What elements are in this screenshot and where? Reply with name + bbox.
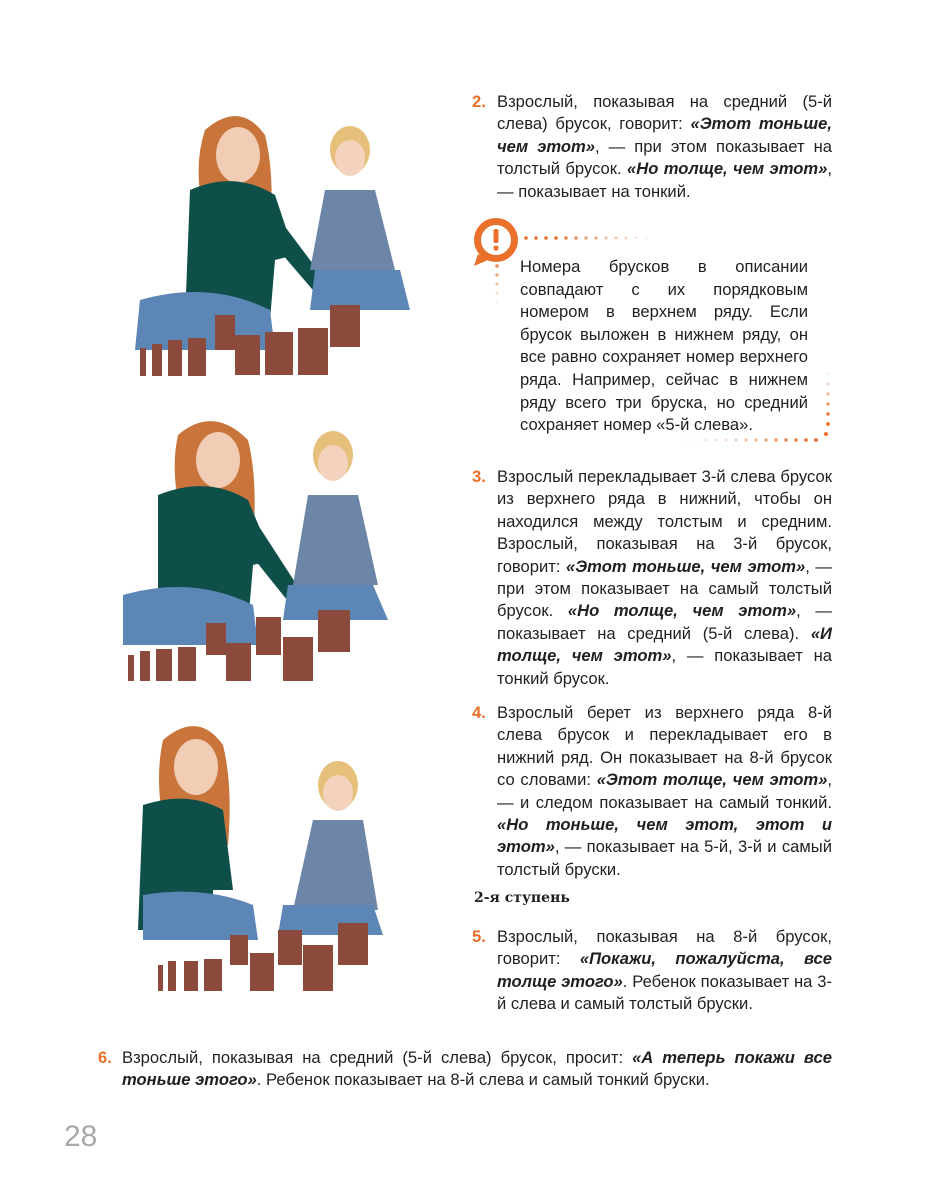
step-text: , — при этом показывает на толстый брусок. (497, 136, 832, 179)
quote-text: «И толще, чем этот» (497, 623, 832, 666)
step-number: 5. (472, 927, 486, 946)
quote-text: «Но толще, чем этот» (567, 601, 797, 621)
photo-step-2 (130, 100, 420, 385)
quote-text: «Покажи, пожалуйста, все толще этого» (497, 949, 833, 991)
step-text: . Ребенок показывает на 3-й слева и самый толстый бруски. (497, 971, 832, 1014)
step-text: Взрослый, показывая на средний (5-й слева) брусок, просит: (122, 1048, 633, 1067)
section-heading: 2-я ступень (474, 890, 570, 906)
step-text: . Ребенок показывает на 8-й слева и самый тонкий бруски. (256, 1070, 710, 1090)
girl-figure (278, 761, 383, 935)
step-item-2 (472, 91, 832, 203)
step-text: , — показывает на средний (5-й слева). (497, 601, 832, 643)
step-text: , — и следом показывает на самый тонкий. (497, 770, 832, 812)
note-text: Номера брусков в описании совпадают с их порядковым номером в верхнем ряду. Если брусок выложен в нижнем ряду, он все равно сохраняет номер верхнего ряда. Например, сейчас в нижнем ряду всего три бруска, но средний сохраняет номер «5-й слева». (520, 257, 808, 435)
step-text: Взрослый перекладывает 3-й слева брусок из верхнего ряда в нижний, чтобы он находился между толстым и средним. Взрослый, показывая на 3-й брусок, говорит: (497, 467, 832, 576)
step-item-4 (472, 702, 832, 881)
quote-text: «Этот тоньше, чем этот» (497, 114, 832, 156)
step-number: 6. (98, 1048, 112, 1067)
step-text: Взрослый, показывая на 8-й брусок, говорит: (497, 927, 832, 969)
quote-text: «Но толще, чем этот» (627, 159, 828, 179)
step-number: 2. (472, 92, 486, 111)
step-item-5 (472, 926, 832, 1016)
step-text: , — при этом показывает на самый толстый брусок. (497, 556, 832, 621)
step-text: , — показывает на тонкий. (497, 159, 832, 201)
step-number: 4. (472, 703, 486, 722)
step-item-6 (98, 1047, 832, 1092)
quote-text: «Этот толще, чем этот» (596, 770, 828, 790)
photo-step-3 (118, 405, 408, 690)
exclamation-speech-icon (474, 218, 518, 266)
quote-text: «Этот тоньше, чем этот» (566, 556, 806, 576)
step-text: Взрослый берет из верхнего ряда 8-й слева брусок и перекладывает его в нижний ряд. Он показывает на 8-й брусок со словами: (497, 703, 832, 790)
photo-step-4 (138, 715, 388, 995)
step-text: , — показывает на тонкий брусок. (497, 646, 832, 688)
step-text: Взрослый, показывая на средний (5-й слева) брусок, говорит: (497, 92, 832, 134)
girl-figure (283, 431, 388, 620)
step-item-3 (472, 466, 832, 690)
quote-text: «Но тоньше, чем этот, этот и этот» (497, 815, 832, 857)
step-number: 3. (472, 467, 486, 486)
step-text: , — показывает на 5-й, 3-й и самый толстый бруски. (497, 837, 832, 879)
woman-figure (138, 726, 258, 940)
woman-figure (135, 116, 340, 350)
quote-text: «А теперь покажи все тоньше этого» (122, 1048, 832, 1090)
page-number: 28 (64, 1120, 98, 1153)
girl-figure (310, 126, 410, 310)
